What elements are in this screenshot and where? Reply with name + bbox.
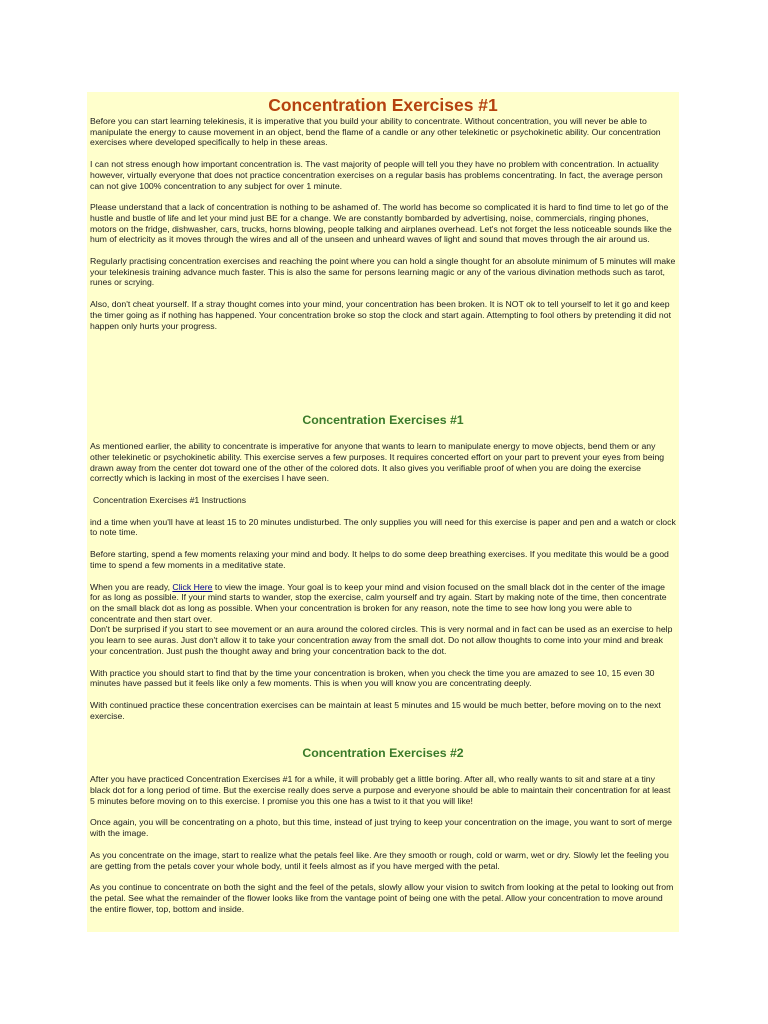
intro-paragraph: Before you can start learning telekinesis, it is imperative that you build your ability to concentrate. Without concentration, you will never be able to manipulate the energy to cause movement in an object, bend the flame of a candle or any other telekinetic or psychokinetic ability. Our concentration exercises where developed specifically to help in these areas. [90, 116, 661, 148]
section-heading: Concentration Exercises #1 [302, 413, 464, 428]
exercise-1-paragraph: With practice you should start to find that by the time your concentration is broken, when you check the time you are amazed to see 10, 15 even 30 minutes have passed but it feels like only a few moments. This is when you will know you are concentrating deeply. [90, 667, 655, 689]
exercise-1-paragraph: ind a time when you'll have at least 15 to 20 minutes undisturbed. The only supplies you will need for this exercise is paper and pen and a watch or clock to note time. [90, 516, 676, 538]
page-title: Concentration Exercises #1 [268, 95, 498, 115]
exercise-1-paragraph: As mentioned earlier, the ability to concentrate is imperative for anyone that wants to learn to manipulate energy to move objects, bend them or any other telekinetic or psychokinetic ability. This exercise serves a few purposes. It requires concerted effort on your part to prevent your eyes from being drawn away from the center dot toward one of the other of the colored dots. It also gives you verifiable proof of when you are doing the exercise correctly which is lacking in most of the exercises I have seen. [90, 441, 665, 484]
intro-paragraph: Please understand that a lack of concentration is nothing to be ashamed of. The world has become so complicated it is hard to find time to let go of the hustle and bustle of life and let your mind just BE for a change. We are constantly bombarded by advertising, noise, commercials, ringing phones, motors on the fridge, dishwasher, cars, trucks, horns blowing, people talking and airplanes overhead. Let's not forget the less noticeable sounds like the hum of electricity as it moves through the wires and all of the unseen and unheard waves of light and sound that moves through the air around us. [90, 202, 672, 245]
instructions-label: Concentration Exercises #1 Instructions [93, 495, 247, 506]
exercise-2-section [90, 774, 676, 914]
intro-paragraph: I can not stress enough how important concentration is. The vast majority of people will tell you they have no problem with concentration. In actuality however, virtually everyone that does not practice concentration exercises on a regular basis has problems concentrating. In fact, the average person can not give 100% concentration to any subject for over 1 minute. [90, 159, 663, 191]
exercise-2-paragraph: Once again, you will be concentrating on a photo, but this time, instead of just trying to keep your concentration on the image, you want to sort of merge with the image. [90, 817, 672, 839]
intro-paragraph: Regularly practising concentration exercises and reaching the point where you can hold a single thought for an absolute minimum of 5 minutes will make your telekinesis training advance much faster. This is also the same for persons learning magic or any of the various divination methods such as tarot, runes or scrying. [90, 256, 676, 288]
exercise-2-paragraph: As you concentrate on the image, start to realize what the petals feel like. Are they smooth or rough, cold or warm, wet or dry. Slowly let the feeling you are getting from the petals cover your whole body, until it feels almost as if you have merged with the petal. [90, 849, 669, 871]
exercise-1-section [90, 441, 676, 721]
exercise-1-paragraph [90, 582, 676, 625]
intro-paragraph: Also, don't cheat yourself. If a stray thought comes into your mind, your concentration has been broken. It is NOT ok to tell yourself to let it go and keep the timer going as if nothing has happened. Your concentration broke so stop the clock and start again. Attempting to fool others by pretending it did not happen only hurts your progress. [90, 299, 671, 331]
exercise-1-paragraph: Before starting, spend a few moments relaxing your mind and body. It helps to do some deep breathing exercises. If you meditate this would be a good time to spend a few moments in a meditative state. [90, 549, 669, 570]
exercise-1-paragraph: With continued practice these concentration exercises can be maintain at least 5 minutes and 15 would be much better, before moving on to the next exercise. [90, 699, 661, 721]
section-heading: Concentration Exercises #2 [302, 746, 464, 761]
exercise-1-paragraph: Don't be surprised if you start to see movement or an aura around the colored circles. This is very normal and in fact can be used as an exercise to help you learn to see auras. Just don't allow it to take your concentration away from the small dot. Do not allow thoughts to come into your mind and break your concentration. Just push the thought away and bring your concentration back to the dot. [90, 624, 673, 656]
click-here-link[interactable]: Click Here [172, 581, 213, 592]
document-page [87, 92, 679, 932]
exercise-2-paragraph: As you continue to concentrate on both the sight and the feel of the petals, slowly allow your vision to switch from looking at the petal to looking out from the petal. See what the remainder of the flower looks like from the vantage point of being one with the petal. Allow your concentration to move around the entire flower, top, bottom and inside. [90, 882, 674, 914]
intro-section [90, 116, 676, 331]
exercise-2-paragraph: After you have practiced Concentration Exercises #1 for a while, it will probably get a little boring. After all, who really wants to sit and stare at a tiny black dot for a long period of time. But the exercise really does serve a purpose and everyone should be able to maintain their concentration for at least 5 minutes before moving on to this exercise. I promise you this one has a twist to it that you will like! [90, 774, 671, 806]
paragraph-text: to view the image. Your goal is to keep your mind and vision focused on the small black dot in the center of the image for as long as possible. If your mind starts to wander, stop the exercise, calm yourself and try again. Start by making note of the time, then concentrate on the small black dot as long as possible. When your concentration is broken for any reason, note the time to see how long you were able to concentrate and then start over. [90, 581, 667, 624]
paragraph-text: When you are ready, [90, 581, 173, 592]
